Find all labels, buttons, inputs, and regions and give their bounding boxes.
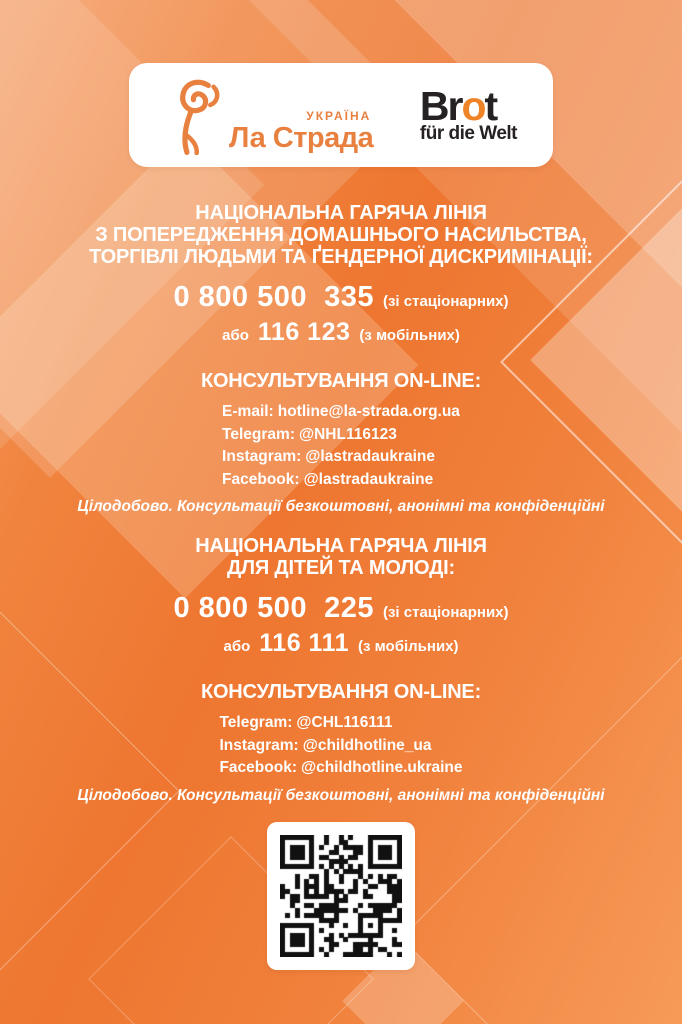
la-strada-logo bbox=[165, 77, 373, 153]
brot-accent-o: o bbox=[461, 82, 485, 129]
contact-telegram: Telegram: @NHL116123 bbox=[222, 425, 397, 443]
hotline1-disclaimer: Цілодобово. Консультації безкоштовні, анонімні та конфіденційні bbox=[77, 498, 605, 515]
hotline1-phone-mobile bbox=[222, 318, 460, 347]
hotline2-contacts bbox=[219, 712, 462, 780]
contact-facebook: Facebook: @lastradaukraine bbox=[222, 470, 434, 488]
logo-card bbox=[129, 63, 553, 167]
la-strada-name: Ла Страда bbox=[229, 122, 374, 154]
hotline1-contacts bbox=[222, 401, 460, 491]
phone-number: 116 123 bbox=[257, 318, 351, 346]
qr-code-pattern bbox=[280, 835, 402, 957]
contact-instagram: Instagram: @lastradaukraine bbox=[222, 448, 435, 465]
brot-subtitle: für die Welt bbox=[419, 123, 517, 145]
hotline1-online-title: КОНСУЛЬТУВАННЯ ON-LINE: bbox=[200, 370, 482, 392]
hotline1-title: НАЦІОНАЛЬНА ГАРЯЧА ЛІНІЯ З ПОПЕРЕДЖЕННЯ ДОМАШНЬОГО НАСИЛЬСТВА, ТОРГІВЛІ ЛЮДЬМИ ТА ҐЕНДЕРНОЇ ДИСКРИМІНАЦІЇ: bbox=[89, 202, 593, 268]
la-strada-figure-icon bbox=[165, 77, 227, 153]
hotline2-title: НАЦІОНАЛЬНА ГАРЯЧА ЛІНІЯ ДЛЯ ДІТЕЙ ТА МОЛОДІ: bbox=[195, 535, 487, 579]
qr-code bbox=[267, 822, 415, 970]
phone-note: (зі стаціонарних) bbox=[382, 604, 509, 621]
phone-note: (з мобільних) bbox=[358, 638, 459, 655]
phone-prefix: або bbox=[222, 327, 249, 344]
hotline2-disclaimer: Цілодобово. Консультації безкоштовні, анонімні та конфіденційні bbox=[77, 786, 605, 804]
hotline1-phone-landline bbox=[173, 281, 508, 314]
phone-prefix: або bbox=[223, 638, 251, 655]
brot-fur-die-welt-logo bbox=[419, 82, 517, 145]
phone-number: 0 800 500 335 bbox=[173, 281, 374, 313]
hotline2-phone-landline bbox=[173, 592, 508, 625]
brot-wordmark: Brot bbox=[419, 82, 497, 129]
contact-telegram: Telegram: @CHL116111 bbox=[219, 714, 393, 731]
hotline2-phone-mobile bbox=[224, 629, 459, 658]
phone-note: (з мобільних) bbox=[359, 327, 460, 344]
phone-number: 0 800 500 225 bbox=[173, 592, 374, 624]
contact-instagram: Instagram: @childhotline_ua bbox=[219, 736, 432, 754]
contact-facebook: Facebook: @childhotline.ukraine bbox=[219, 759, 463, 776]
hotline2-online-title: КОНСУЛЬТУВАННЯ ON-LINE: bbox=[200, 681, 482, 703]
phone-note: (зі стаціонарних) bbox=[382, 293, 509, 310]
la-strada-wordmark bbox=[229, 110, 373, 153]
phone-number: 116 111 bbox=[259, 629, 350, 657]
contact-email: E-mail: hotline@la-strada.org.ua bbox=[222, 403, 460, 420]
la-strada-country: УКРАЇНА bbox=[306, 109, 372, 123]
